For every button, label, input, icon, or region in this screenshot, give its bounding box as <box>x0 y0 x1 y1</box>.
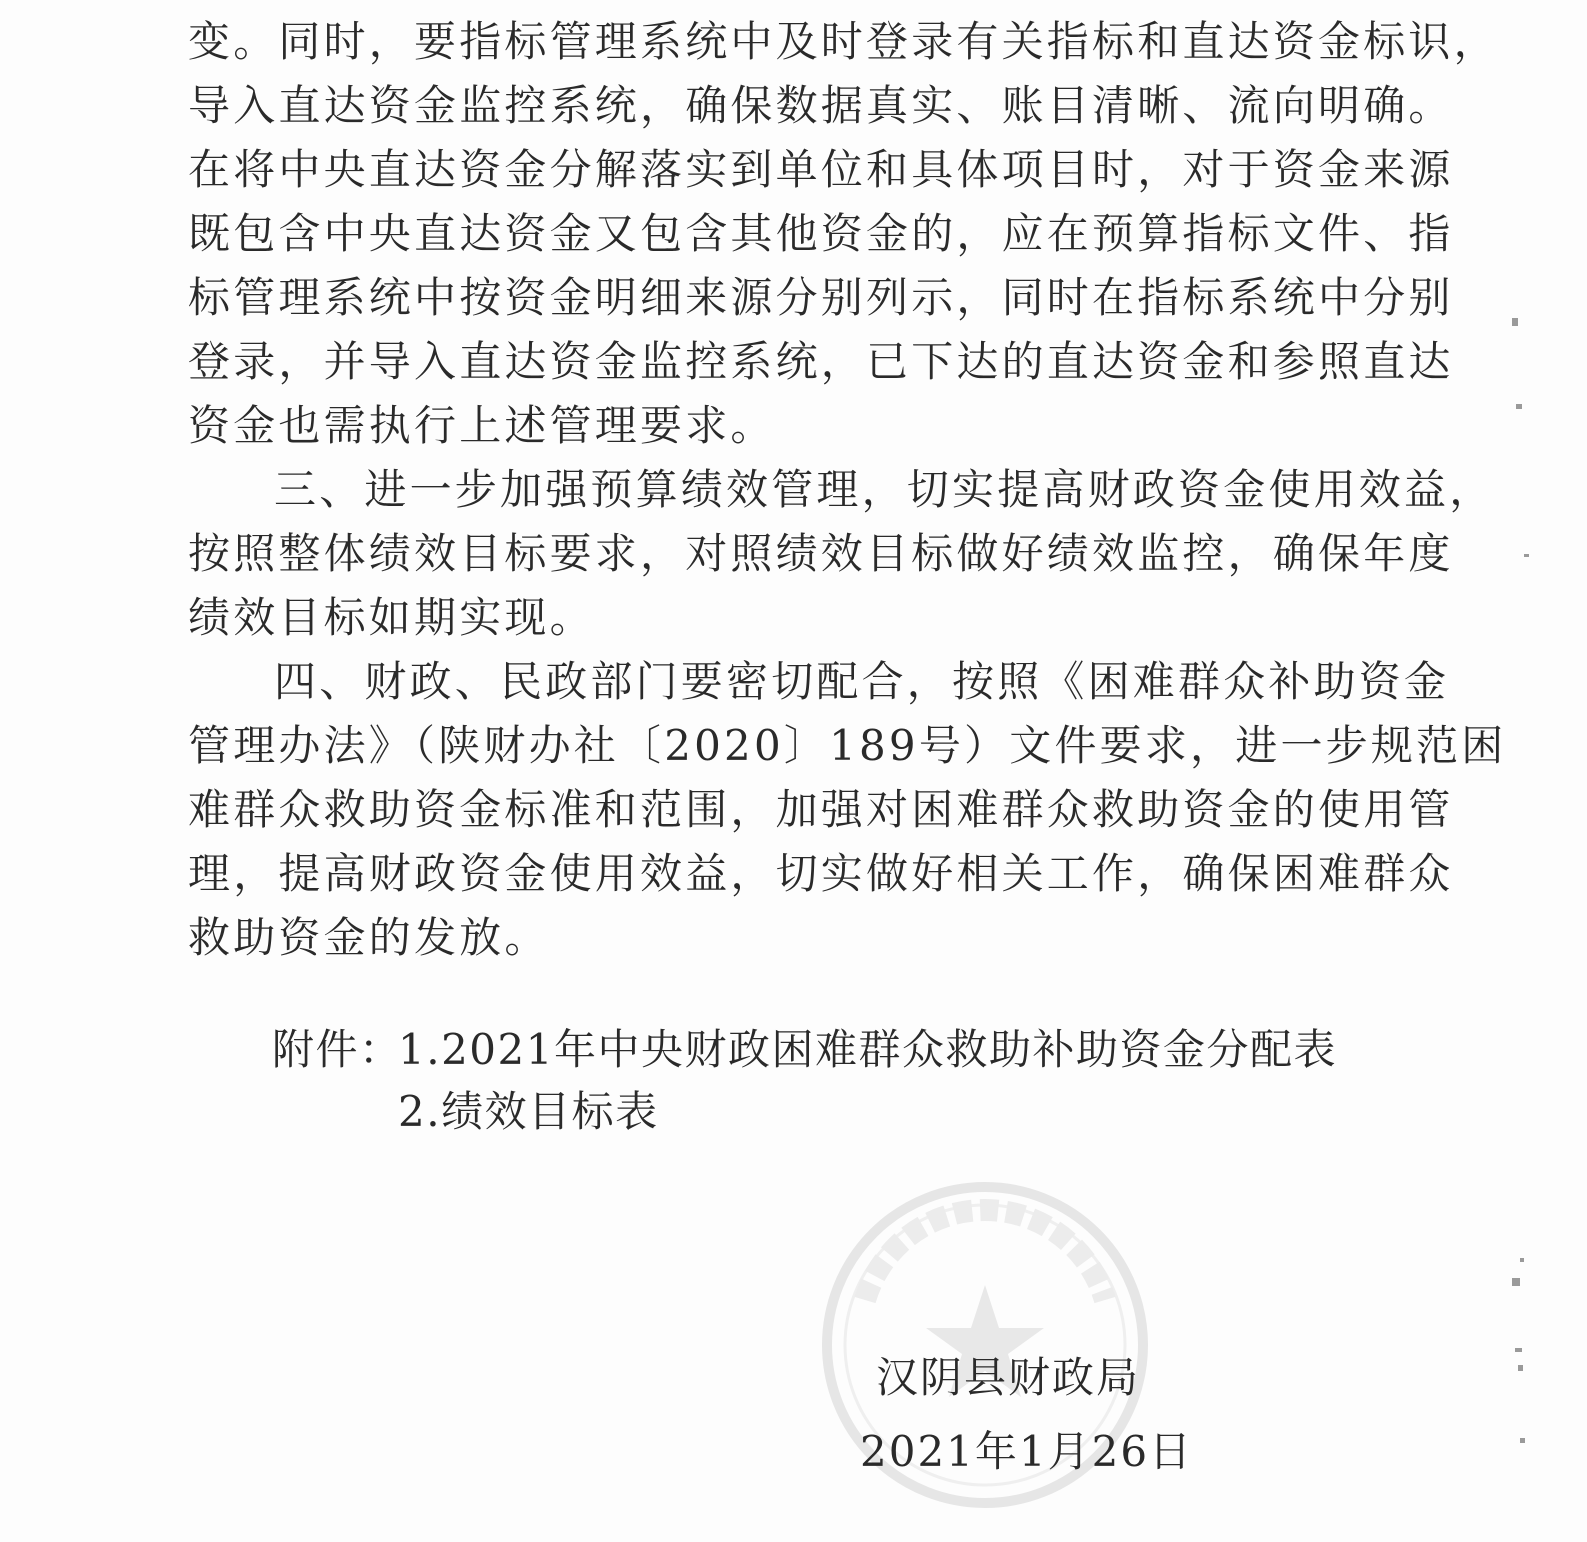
scan-speck <box>1512 318 1518 326</box>
body-line: 三、进一步加强预算绩效管理，切实提高财政资金使用效益， <box>274 465 1495 514</box>
body-line: 资金也需执行上述管理要求。 <box>188 401 776 450</box>
body-line: 在将中央直达资金分解落实到单位和具体项目时，对于资金来源 <box>188 145 1454 194</box>
body-line: 登录，并导入直达资金监控系统，已下达的直达资金和参照直达 <box>188 337 1454 386</box>
attachment-item: 1.2021年中央财政困难群众救助补助资金分配表 <box>398 1025 1337 1074</box>
scan-speck <box>1520 1438 1525 1443</box>
body-line: 导入直达资金监控系统，确保数据真实、账目清晰、流向明确。 <box>188 81 1454 130</box>
issue-date: 2021年1月26日 <box>860 1427 1194 1476</box>
scan-speck <box>1515 1348 1522 1352</box>
body-line: 理，提高财政资金使用效益，切实做好相关工作，确保困难群众 <box>188 849 1454 898</box>
body-line: 既包含中央直达资金又包含其他资金的，应在预算指标文件、指 <box>188 209 1454 258</box>
scan-speck <box>1512 1278 1520 1286</box>
body-line: 四、财政、民政部门要密切配合，按照《困难群众补助资金 <box>274 657 1450 706</box>
body-line: 绩效目标如期实现。 <box>188 593 595 642</box>
attachment-item: 2.绩效目标表 <box>398 1087 659 1136</box>
scan-speck <box>1524 554 1529 557</box>
scan-speck <box>1518 1365 1523 1371</box>
scan-speck <box>1516 404 1522 409</box>
issuer-name: 汉阴县财政局 <box>876 1353 1141 1402</box>
body-line: 救助资金的发放。 <box>188 913 550 962</box>
body-line: 标管理系统中按资金明细来源分别列示，同时在指标系统中分别 <box>188 273 1454 322</box>
body-line: 变。同时，要指标管理系统中及时登录有关指标和直达资金标识， <box>188 17 1499 66</box>
attachments-label: 附件： <box>272 1025 403 1074</box>
scan-speck <box>1520 1258 1524 1262</box>
body-line: 管理办法》（陕财办社〔2020〕189号）文件要求，进一步规范困 <box>188 721 1507 770</box>
body-line: 难群众救助资金标准和范围，加强对困难群众救助资金的使用管 <box>188 785 1454 834</box>
body-line: 按照整体绩效目标要求，对照绩效目标做好绩效监控，确保年度 <box>188 529 1454 578</box>
